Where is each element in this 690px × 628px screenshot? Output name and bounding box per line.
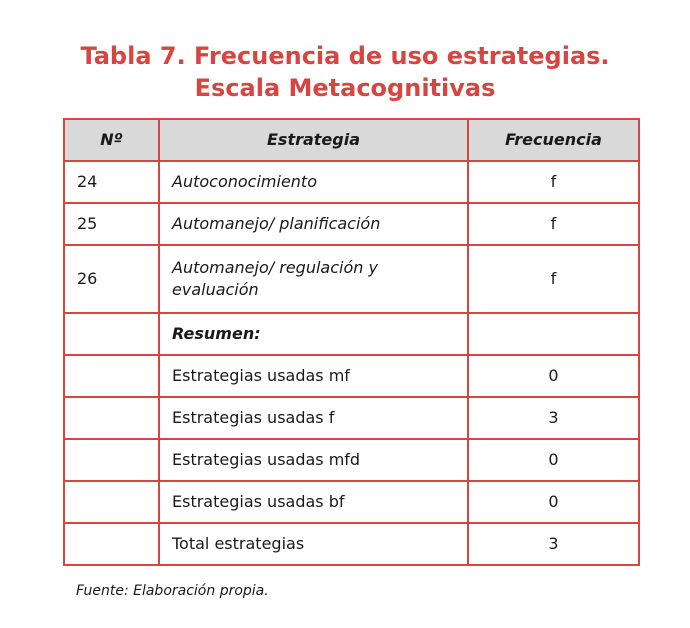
table-row bbox=[64, 203, 639, 245]
header-num: Nº bbox=[64, 119, 159, 161]
header-estrategia: Estrategia bbox=[159, 119, 468, 161]
row-estrategia: Total estrategias bbox=[159, 523, 468, 565]
table-row-summary-heading bbox=[64, 313, 639, 355]
row-num bbox=[64, 439, 159, 481]
row-estrategia: Automanejo/ planificación bbox=[159, 203, 468, 245]
table-row bbox=[64, 397, 639, 439]
row-frecuencia: 0 bbox=[468, 481, 639, 523]
row-frecuencia: 0 bbox=[468, 355, 639, 397]
row-estrategia: Estrategias usadas bf bbox=[159, 481, 468, 523]
row-estrategia: Estrategias usadas mfd bbox=[159, 439, 468, 481]
row-num bbox=[64, 523, 159, 565]
row-estrategia: Autoconocimiento bbox=[159, 161, 468, 203]
table-row-total bbox=[64, 523, 639, 565]
table-title bbox=[0, 40, 690, 104]
summary-label: Resumen: bbox=[159, 313, 468, 355]
table-header-row bbox=[64, 119, 639, 161]
row-num: 25 bbox=[64, 203, 159, 245]
row-num bbox=[64, 355, 159, 397]
row-frecuencia: f bbox=[468, 161, 639, 203]
row-frecuencia bbox=[468, 313, 639, 355]
row-num: 24 bbox=[64, 161, 159, 203]
table-row bbox=[64, 481, 639, 523]
row-num: 26 bbox=[64, 245, 159, 313]
source-note: Fuente: Elaboración propia. bbox=[76, 583, 269, 599]
table-title-line2: Escala Metacognitivas bbox=[194, 74, 496, 102]
row-num bbox=[64, 481, 159, 523]
row-frecuencia: f bbox=[468, 203, 639, 245]
row-frecuencia: f bbox=[468, 245, 639, 313]
row-num bbox=[64, 397, 159, 439]
table-row bbox=[64, 355, 639, 397]
frequency-table bbox=[63, 118, 640, 566]
header-frecuencia: Frecuencia bbox=[468, 119, 639, 161]
table-row bbox=[64, 245, 639, 313]
row-frecuencia: 3 bbox=[468, 397, 639, 439]
table-title-line1: Tabla 7. Frecuencia de uso estrategias. bbox=[80, 42, 610, 70]
row-estrategia: Estrategias usadas mf bbox=[159, 355, 468, 397]
row-frecuencia: 0 bbox=[468, 439, 639, 481]
table-row bbox=[64, 439, 639, 481]
row-frecuencia: 3 bbox=[468, 523, 639, 565]
table-row bbox=[64, 161, 639, 203]
row-num bbox=[64, 313, 159, 355]
row-estrategia: Automanejo/ regulación y evaluación bbox=[159, 245, 468, 313]
row-estrategia: Estrategias usadas f bbox=[159, 397, 468, 439]
